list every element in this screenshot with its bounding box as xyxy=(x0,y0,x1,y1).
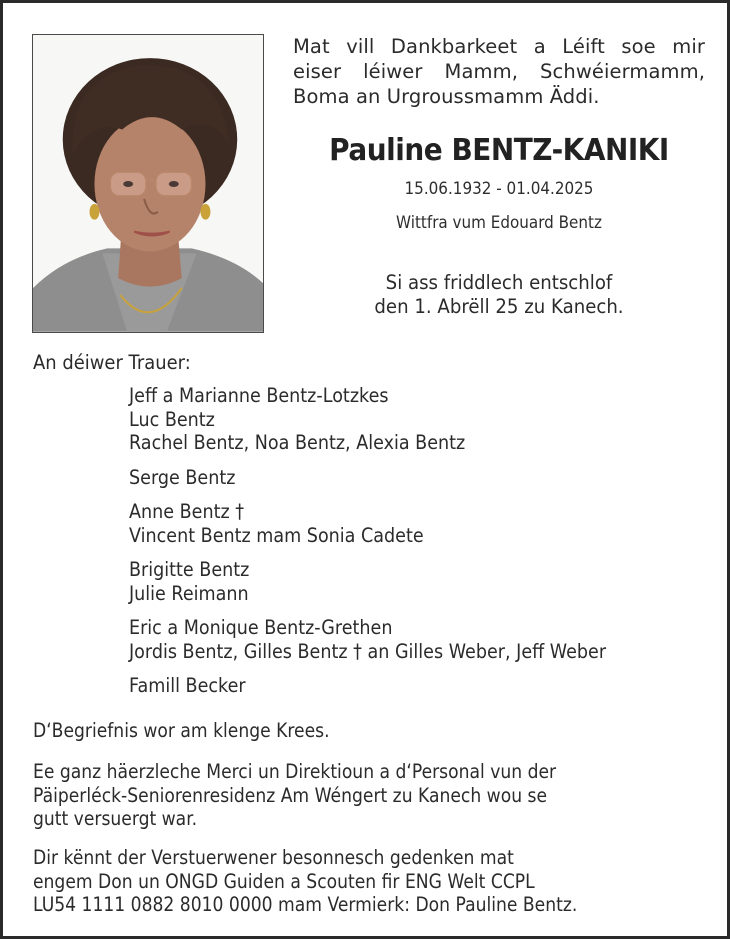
family-member: Jordis Bentz, Gilles Bentz † an Gilles Weber, Jeff Weber xyxy=(129,639,607,663)
deceased-name: Pauline BENTZ-KANIKI xyxy=(329,133,669,168)
widow-of: Wittfra vum Edouard Bentz xyxy=(396,213,602,232)
thanks-line: Ee ganz häerzleche Merci un Direktioun a d‘Personal vun der xyxy=(33,760,557,783)
family-group xyxy=(129,500,660,547)
family-member: Famill Becker xyxy=(129,674,246,697)
family-group xyxy=(129,674,660,698)
intro-line: eiser léiwer Mamm, Schwéiermamm, xyxy=(293,60,705,83)
donation-paragraph xyxy=(33,846,702,917)
family-group xyxy=(129,384,660,455)
family-member: Brigitte Bentz xyxy=(129,558,250,581)
family-member: Rachel Bentz, Noa Bentz, Alexia Bentz xyxy=(129,431,466,454)
intro-line: Mat vill Dankbarkeet a Léift soe mir xyxy=(293,35,705,58)
family-group xyxy=(129,558,660,605)
donation-line: LU54 1111 0882 8010 0000 mam Vermierk: Don Pauline Bentz. xyxy=(33,893,578,916)
family-group xyxy=(129,616,660,663)
portrait-illustration xyxy=(33,35,263,332)
right-earring xyxy=(201,204,211,220)
left-eye xyxy=(123,181,133,187)
passed-line: den 1. Abrëll 25 zu Kanech. xyxy=(374,295,624,318)
thanks-line: Päiperléck-Seniorenresidenz Am Wéngert zu Kanech wou se xyxy=(33,783,548,807)
family-member: Vincent Bentz mam Sonia Cadete xyxy=(129,523,424,547)
right-eye xyxy=(169,181,179,187)
family-list xyxy=(129,384,660,709)
family-member: Luc Bentz xyxy=(129,407,215,431)
burial-text: D‘Begriefnis wor am klenge Krees. xyxy=(33,719,330,742)
thanks-line: gutt versuergt war. xyxy=(33,807,198,830)
donation-line: engem Don un ONGD Guiden a Scouten fir ENG Welt CCPL xyxy=(33,869,535,893)
family-member: Julie Reimann xyxy=(129,581,249,605)
donation-line: Dir kënnt der Verstuerwener besonnesch gedenken mat xyxy=(33,846,514,869)
left-earring xyxy=(90,204,100,220)
passed-line: Si ass friddlech entschlof xyxy=(385,271,613,294)
passed-away-text xyxy=(307,271,690,319)
family-member: Eric a Monique Bentz-Grethen xyxy=(129,616,393,639)
intro-text xyxy=(293,34,705,109)
family-member: Anne Bentz † xyxy=(129,500,245,523)
mourning-label: An déiwer Trauer: xyxy=(33,351,191,374)
thanks-paragraph xyxy=(33,760,702,831)
life-dates: 15.06.1932 - 01.04.2025 xyxy=(404,179,594,198)
family-group xyxy=(129,466,660,490)
burial-note xyxy=(33,719,702,743)
family-member: Serge Bentz xyxy=(129,465,236,489)
portrait-photo xyxy=(32,34,264,333)
family-member: Jeff a Marianne Bentz-Lotzkes xyxy=(129,384,389,407)
intro-line: Boma an Urgroussmamm Äddi. xyxy=(293,85,600,108)
